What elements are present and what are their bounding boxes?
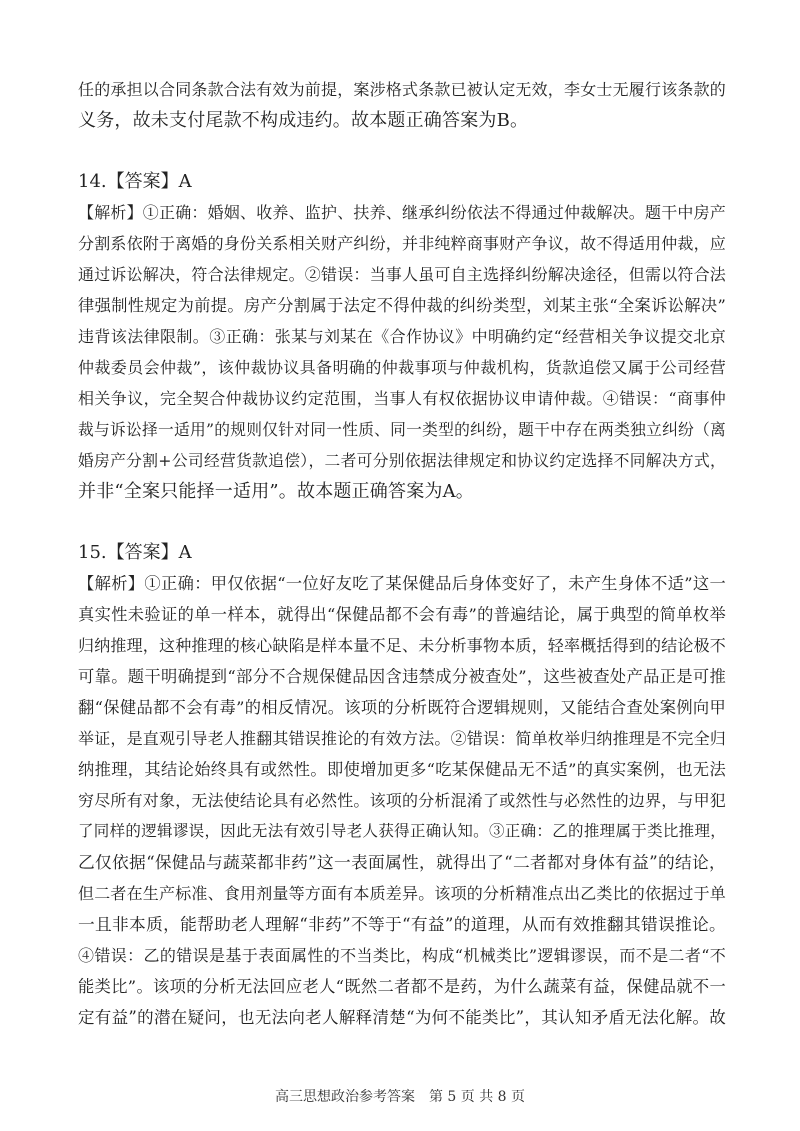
text-line: 相关争议，完全契合仲裁协议约定范围，当事人有权依据协议申请仲裁。④错误：“商事仲 bbox=[78, 389, 726, 408]
question-15-block bbox=[78, 537, 726, 1033]
text-line: 义务，故未支付尾款不构成违约。故本题正确答案为B。 bbox=[78, 110, 529, 131]
continuation-paragraph bbox=[78, 74, 726, 136]
paragraph-gap bbox=[78, 136, 726, 166]
text-line: 但二者在生产标准、食用剂量等方面有本质差异。该项的分析精准点出乙类比的依据过于单 bbox=[78, 884, 726, 903]
text-line: 归纳推理，这种推理的核心缺陷是样本量不足、未分析事物本质，轻率概括得到的结论极不 bbox=[78, 636, 726, 655]
text-line: 律强制性规定为前提。房产分割属于法定不得仲裁的纠纷类型，刘某主张“全案诉讼解决” bbox=[78, 296, 726, 315]
paragraph-gap bbox=[78, 507, 726, 537]
text-line: 仲裁委员会仲裁”，该仲裁协议具备明确的仲裁事项与仲裁机构，货款追偿又属于公司经营 bbox=[78, 358, 726, 377]
text-line: 任的承担以合同条款合法有效为前提，案涉格式条款已被认定无效，李女士无履行该条款的 bbox=[78, 80, 726, 99]
question-14-block bbox=[78, 166, 726, 507]
text-line: 违背该法律限制。③正确：张某与刘某在《合作协议》中明确约定“经营相关争议提交北京 bbox=[78, 327, 726, 346]
text-line: 裁与诉讼择一适用”的规则仅针对同一性质、同一类型的纠纷，题干中存在两类独立纠纷（离 bbox=[78, 420, 726, 439]
text-line: 了同样的逻辑谬误，因此无法有效引导老人获得正确认知。③正确：乙的推理属于类比推理， bbox=[78, 822, 726, 840]
text-line: 可靠。题干明确提到“部分不合规保健品因含违禁成分被查处”，这些被查处产品正是可推 bbox=[78, 667, 726, 686]
page-footer: 高三思想政治参考答案 第 5 页 共 8 页 bbox=[274, 1089, 526, 1105]
text-line: 通过诉讼解决，符合法律规定。②错误：当事人虽可自主选择纠纷解决途径，但需以符合法 bbox=[78, 265, 726, 284]
text-line: 能类比”。该项的分析无法回应老人“既然二者都不是药，为什么蔬菜有益，保健品就不一 bbox=[78, 977, 726, 996]
question-14-heading: 14.【答案】A bbox=[78, 171, 192, 192]
text-line: 真实性未验证的单一样本，就得出“保健品都不会有毒”的普遍结论，属于典型的简单枚举 bbox=[78, 605, 726, 624]
text-line: ④错误：乙的错误是基于表面属性的不当类比，构成“机械类比”逻辑谬误，而不是二者“不 bbox=[78, 946, 726, 965]
text-line: 乙仅依据“保健品与蔬菜都非药”这一表面属性，就得出了“二者都对身体有益”的结论， bbox=[78, 852, 726, 872]
text-line: 穷尽所有对象，无法使结论具有必然性。该项的分析混淆了或然性与必然性的边界，与甲犯 bbox=[78, 791, 726, 810]
text-line: 纳推理，其结论始终具有或然性。即使增加更多“吃某保健品无不适”的真实案例，也无法 bbox=[78, 760, 726, 779]
text-line: 婚房产分割+公司经营货款追偿），二者可分别依据法律规定和协议约定选择不同解决方式， bbox=[78, 451, 726, 470]
text-line: 翻“保健品都不会有毒”的相反情况。该项的分析既符合逻辑规则，又能结合查处案例向甲 bbox=[78, 698, 726, 717]
text-line: 【解析】①正确：婚姻、收养、监护、扶养、继承纠纷依法不得通过仲裁解决。题干中房产 bbox=[78, 203, 726, 222]
answer-content bbox=[78, 74, 726, 1033]
text-line: 举证，是直观引导老人推翻其错误推论的有效方法。②错误：简单枚举归纳推理是不完全归 bbox=[78, 729, 726, 748]
question-15-heading: 15.【答案】A bbox=[78, 542, 192, 563]
text-line: 【解析】①正确：甲仅依据“一位好友吃了某保健品后身体变好了，未产生身体不适”这一 bbox=[78, 574, 726, 593]
text-line: 定有益”的潜在疑问，也无法向老人解释清楚“为何不能类比”，其认知矛盾无法化解。故 bbox=[78, 1008, 726, 1027]
text-line: 并非“全案只能择一适用”。故本题正确答案为A。 bbox=[78, 481, 475, 502]
text-line: 分割系依附于离婚的身份关系相关财产纠纷，并非纯粹商事财产争议，故不得适用仲裁，应 bbox=[78, 234, 726, 253]
text-line: 一且非本质，能帮助老人理解“非药”不等于“有益”的道理，从而有效推翻其错误推论。 bbox=[78, 914, 726, 934]
